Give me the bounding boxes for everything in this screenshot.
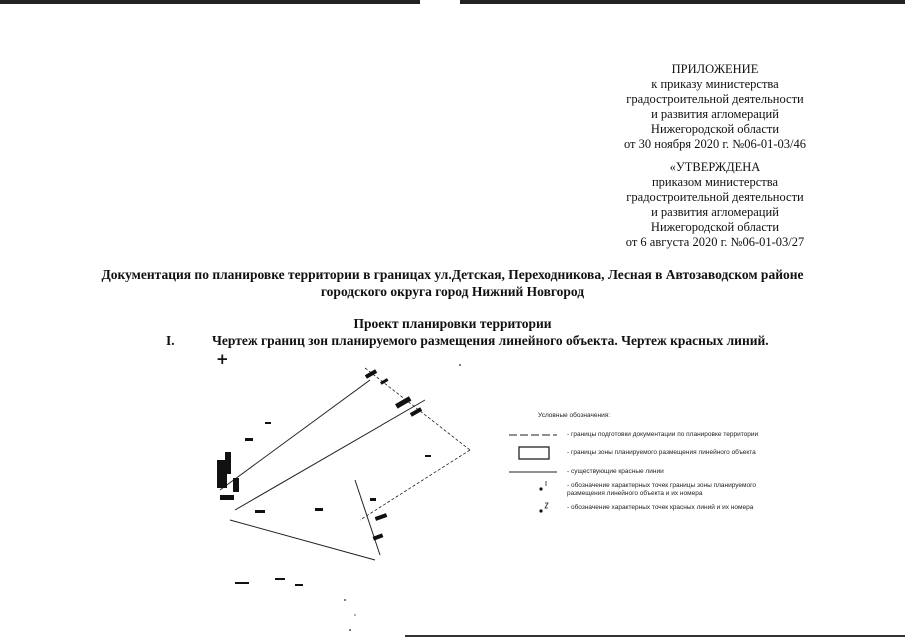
dash-line-icon [505,427,561,443]
section-number: I. [166,333,175,348]
appendix-header [610,62,820,152]
approval-line: градостроительной деятельности [626,190,804,204]
scan-bottom-border [405,635,905,637]
appendix-line: и развития агломераций [651,107,779,121]
legend-item-label: - обозначение характерных точек границы зоны планируемого размещения линейного объекта и их номера [567,482,756,497]
approval-line: от 6 августа 2020 г. №06-01-03/27 [625,235,805,249]
building-hatching [217,369,431,586]
approval-line: «УТВЕРЖДЕНА [669,160,761,174]
legend-item-label: - существующие красные линии [567,468,664,475]
approval-line: и развития агломераций [651,205,779,219]
approval-line: приказом министерства [651,175,779,189]
appendix-line: ПРИЛОЖЕНИЕ [671,62,759,76]
zone-box-icon [505,445,561,461]
legend-item-red-line-points [505,500,795,516]
legend-item-documentation-boundary [505,427,795,443]
planning-drawing [195,360,495,640]
territory-boundary [360,368,470,520]
appendix-line: от 30 ноября 2020 г. №06-01-03/46 [623,137,807,151]
appendix-line: к приказу министерства [651,77,779,91]
red-line [220,380,425,560]
document-title-line-2: городского округа город Нижний Новгород [320,284,585,299]
document-subtitle: Проект планировки территории [353,316,552,331]
scan-border-gap [420,0,460,4]
crosshair-mark-icon: + [216,350,229,368]
legend-item-zone-points [505,478,795,502]
document-title-line-1: Документация по планировке территории в границах ул.Детская, Переходникова, Лесная в Автозаводском районе [101,267,804,282]
document-title [40,266,865,300]
point-mark-icon [505,478,561,494]
section-title: Чертеж границ зон планируемого размещения линейного объекта. Чертеж красных линий. [212,333,769,348]
approval-stamp-text [610,160,820,250]
approval-line: Нижегородской области [650,220,780,234]
legend-item-label: - границы подготовки документации по планировке территории [567,431,759,438]
legend-item-label: - границы зоны планируемого размещения линейного объекта [567,449,756,456]
appendix-line: Нижегородской области [650,122,780,136]
point-mark-icon [505,500,561,516]
legend-item-zone-boundary [505,445,795,461]
legend-item-label: - обозначение характерных точек красных линий и их номера [567,504,754,511]
appendix-line: градостроительной деятельности [626,92,804,106]
legend-title: Условные обозначения: [538,412,611,419]
